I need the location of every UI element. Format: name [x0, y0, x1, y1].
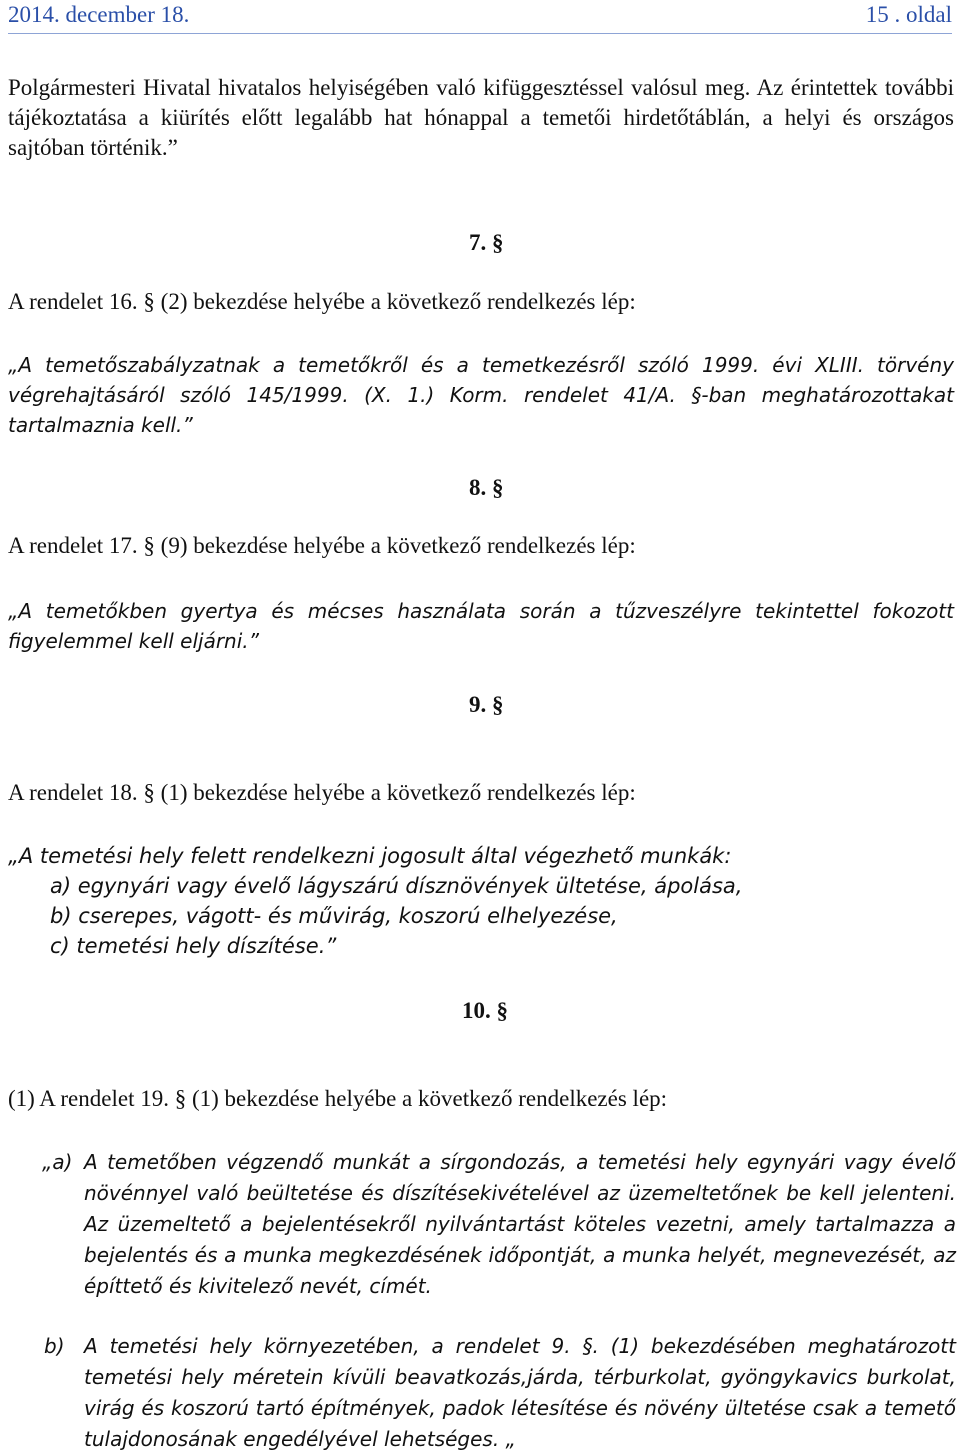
header-date: 2014. december 18.: [8, 2, 190, 27]
section-9-quote-lead: „A temetési hely felett rendelkezni jogosult által végezhető munkák:: [8, 844, 732, 868]
intro-paragraph: Polgármesteri Hivatal hivatalos helyiségében való kifüggesztéssel valósul meg. Az érintettek további tájékoztatása a kiürítés előtt legalább hat hónappal a temetői hirdetőtáblán, a helyi és országos sajtóban történik.”: [8, 75, 954, 160]
section-7-intro: A rendelet 16. § (2) bekezdése helyébe a következő rendelkezés lép:: [8, 289, 636, 314]
header-page-number: 15 . oldal: [865, 2, 952, 27]
page-header: [8, 2, 952, 32]
section-8-quote: „A temetőkben gyertya és mécses használata során a tűzveszélyre tekintettel fokozott figyelemmel kell eljárni.”: [8, 599, 954, 653]
header-rule: [8, 33, 952, 34]
section-9-item-b: b) cserepes, vágott- és művirág, koszorú elhelyezése,: [50, 904, 618, 928]
section-7-heading: 7. §: [469, 230, 504, 255]
section-10-intro: (1) A rendelet 19. § (1) bekezdése helyébe a következő rendelkezés lép:: [8, 1086, 668, 1111]
section-9-item-c: c) temetési hely díszítése.”: [50, 934, 337, 958]
section-10-item-b-label: b): [44, 1334, 65, 1358]
section-9-item-a: a) egynyári vagy évelő lágyszárú dísznövények ültetése, ápolása,: [50, 874, 743, 898]
section-8-heading: 8. §: [469, 475, 504, 500]
section-7-quote: „A temetőszabályzatnak a temetőkről és a temetkezésről szóló 1999. évi XLIII. törvény végrehajtásáról szóló 145/1999. (X. 1.) Korm. rendelet 41/A. §-ban meghatározottakat tartalmaznia kell.”: [8, 353, 954, 437]
section-10-item-a-label: „a): [42, 1150, 73, 1174]
section-8-intro: A rendelet 17. § (9) bekezdése helyébe a következő rendelkezés lép:: [8, 533, 636, 558]
section-9-intro: A rendelet 18. § (1) bekezdése helyébe a következő rendelkezés lép:: [8, 780, 636, 805]
section-10-item-a-text: A temetőben végzendő munkát a sírgondozás, a temetési hely egynyári vagy évelő növénnyel való beültetése és díszítésekivételével az üzemeltetőnek be kell jelenteni. Az üzemeltető a bejelentésekről nyilvántartást köteles vezetni, amely tartalmazza a bejelentés és a munka megkezdésének időpontját, a munka helyét, megnevezését, az építtető és kivitelező nevét, címét.: [84, 1150, 956, 1298]
section-10-heading: 10. §: [462, 998, 508, 1023]
section-10-item-b-text: A temetési hely környezetében, a rendelet 9. §. (1) bekezdésében meghatározott temetési hely méretein kívüli beavatkozás,járda, térburkolat, gyöngykavics burkolat, virág és koszorú tartó építmények, padok létesítése és növény ültetése csak a temető tulajdonosának engedélyével lehetséges. „: [84, 1334, 956, 1451]
section-9-heading: 9. §: [469, 692, 504, 717]
